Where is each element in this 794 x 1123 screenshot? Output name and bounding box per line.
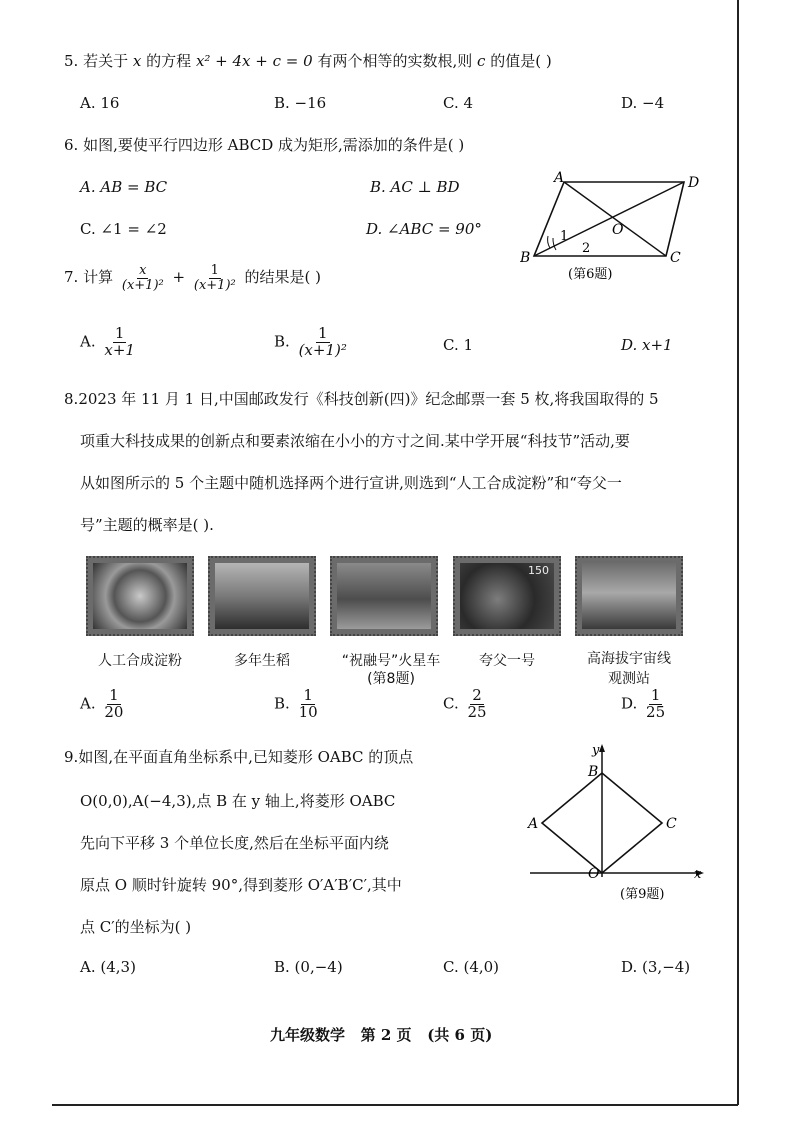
q7-option-a: A. $\frac{1}{x+1}$ — [80, 324, 135, 359]
stamp-caption-2: 多年生稻 — [234, 653, 290, 669]
stamp-caption-5-line-2: 观测站 — [608, 671, 650, 687]
q8-option-c: C. $\frac{2}{25}$ — [443, 686, 487, 721]
question-9-line-3: 先向下平移 3 个单位长度,然后在坐标平面内绕 — [80, 834, 389, 852]
stamp-caption-5: 高海拔宇宙线 — [587, 651, 671, 667]
q9-label-c: C — [666, 816, 677, 832]
page-footer: 九年级数学 第 2 页 (共 6 页) — [270, 1026, 493, 1044]
q8-option-d: D. $\frac{1}{25}$ — [621, 686, 666, 721]
q5-option-b: B. −16 — [274, 94, 327, 112]
q9-label-y: y — [592, 743, 600, 758]
q9-option-d: D. (3,−4) — [621, 958, 691, 976]
q9-label-x: x — [694, 867, 702, 882]
q6-option-a: A. AB = BC — [80, 178, 168, 196]
q8-option-b: B. $\frac{1}{10}$ — [274, 686, 318, 721]
question-6: 6. 如图,要使平行四边形 ABCD 成为矩形,需添加的条件是( ) — [64, 136, 465, 154]
q7-option-d: D. x+1 — [621, 336, 673, 354]
q6-option-c: C. ∠1 = ∠2 — [80, 220, 167, 238]
question-9-line-2: O(0,0),A(−4,3),点 B 在 y 轴上,将菱形 OABC — [80, 792, 396, 810]
q6-option-d: D. ∠ABC = 90° — [366, 220, 482, 238]
q5-option-d: D. −4 — [621, 94, 665, 112]
q6-label-o: O — [612, 222, 624, 238]
q9-figure-caption: (第9题) — [620, 887, 665, 902]
stamp-zhurong-rover — [330, 556, 438, 636]
question-5: 5. 若关于 x 的方程 x² + 4x + c = 0 有两个相等的实数根,则 c 的值是( ) — [64, 52, 552, 70]
stamp-caption-1: 人工合成淀粉 — [98, 653, 182, 669]
q8-figure-caption: (第8题) — [367, 671, 415, 687]
q6-option-b: B. AC ⊥ BD — [370, 178, 460, 196]
q6-label-d: D — [688, 175, 700, 191]
question-7: 7. 计算 $\frac{x}{\text{(x+1)²}}$ + $\frac{1}{\text{(x+1)²}}$ 的结果是( ) — [64, 263, 322, 293]
question-8-line-3: 从如图所示的 5 个主题中随机选择两个进行宣讲,则选到“人工合成淀粉”和“夸父一 — [80, 474, 622, 492]
q9-label-o: O — [588, 866, 600, 882]
q6-label-1: 1 — [560, 229, 569, 244]
stamp-value: 150 — [528, 564, 549, 577]
q6-label-a: A — [554, 170, 565, 186]
q6-label-c: C — [670, 250, 681, 266]
stamp-kuafu-1 — [453, 556, 561, 636]
q6-label-2: 2 — [582, 241, 591, 256]
question-8-line-2: 项重大科技成果的创新点和要素浓缩在小小的方寸之间.某中学开展“科技节”活动,要 — [80, 432, 630, 450]
question-9-line-4: 原点 O 顺时针旋转 90°,得到菱形 O′A′B′C′,其中 — [80, 876, 402, 894]
q7-option-b: B. $\frac{1}{\text{(x+1)²}}$ — [274, 324, 347, 359]
q9-label-a: A — [528, 816, 539, 832]
q8-option-a: A. $\frac{1}{20}$ — [80, 686, 124, 721]
question-8-line-4: 号”主题的概率是( ). — [80, 516, 214, 534]
page-right-edge — [737, 0, 739, 1105]
question-8-line-1: 8.2023 年 11 月 1 日,中国邮政发行《科技创新(四)》纪念邮票一套 5 枚,将我国取得的 5 — [64, 390, 659, 408]
q6-parallelogram-figure — [520, 170, 720, 290]
q6-label-b: B — [520, 250, 531, 266]
stamp-caption-3: “祝融号”火星车 — [341, 653, 441, 669]
q7-option-c: C. 1 — [443, 336, 474, 354]
stamp-artificial-starch — [86, 556, 194, 636]
q9-option-b: B. (0,−4) — [274, 958, 343, 976]
stamp-lhaaso — [575, 556, 683, 636]
q9-option-a: A. (4,3) — [80, 958, 136, 976]
page-bottom-edge — [52, 1104, 738, 1106]
q9-label-b: B — [588, 764, 599, 780]
question-9-line-1: 9.如图,在平面直角坐标系中,已知菱形 OABC 的顶点 — [64, 748, 414, 766]
stamp-caption-4: 夸父一号 — [479, 653, 535, 669]
stamp-perennial-rice — [208, 556, 316, 636]
q9-rhombus-figure — [520, 742, 720, 912]
q5-option-a: A. 16 — [80, 94, 120, 112]
q6-figure-caption: (第6题) — [568, 267, 613, 282]
q5-option-c: C. 4 — [443, 94, 474, 112]
q9-option-c: C. (4,0) — [443, 958, 500, 976]
question-9-line-5: 点 C′的坐标为( ) — [80, 918, 192, 936]
